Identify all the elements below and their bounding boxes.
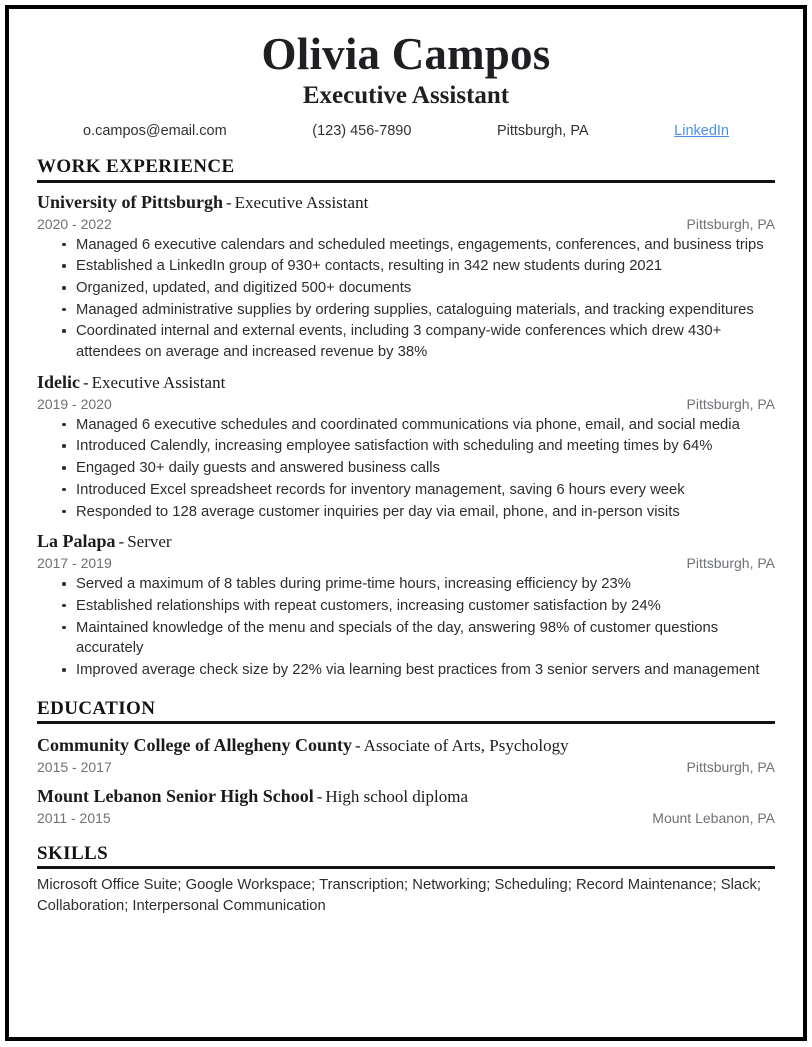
- resume-sheet: [9, 9, 803, 1037]
- list-item: Managed 6 executive calendars and scheduled meetings, engagements, conferences, and business trips: [37, 235, 775, 256]
- education-entry: [37, 786, 775, 826]
- education-organization: Community College of Allegheny County: [37, 734, 352, 755]
- work-location: Pittsburgh, PA: [686, 215, 775, 232]
- work-bullet-list: [37, 235, 775, 363]
- resume-header: [37, 31, 775, 139]
- list-item: Introduced Excel spreadsheet records for inventory management, saving 6 hours every week: [37, 480, 775, 501]
- separator-dash: -: [118, 532, 125, 552]
- contact-email[interactable]: o.campos@email.com: [83, 123, 227, 140]
- list-item: Introduced Calendly, increasing employee satisfaction with scheduling and meeting times by 64%: [37, 436, 775, 457]
- contact-phone[interactable]: (123) 456-7890: [312, 123, 412, 140]
- education-location: Mount Lebanon, PA: [652, 809, 775, 826]
- work-role: Server: [127, 532, 172, 552]
- section-rule-skills: [37, 866, 775, 869]
- education-organization: Mount Lebanon Senior High School: [37, 785, 314, 806]
- resume-page: [5, 5, 807, 1041]
- education-dates: 2011 - 2015: [37, 809, 111, 826]
- work-entry-headline: [37, 372, 775, 394]
- separator-dash: -: [355, 735, 361, 755]
- list-item: Improved average check size by 22% via learning best practices from 3 senior servers and management: [37, 660, 775, 681]
- education-location: Pittsburgh, PA: [686, 758, 775, 775]
- contact-row: [83, 123, 729, 139]
- section-skills: [37, 843, 775, 917]
- separator-dash: -: [316, 786, 323, 806]
- education-entry-meta: [37, 810, 775, 826]
- list-item: Coordinated internal and external events, including 3 company-wide conferences which drew 430+ attendees on average and increased revenue by 38%: [37, 321, 775, 362]
- work-entry-headline: [37, 531, 775, 553]
- page-title: Olivia Campos: [261, 29, 551, 79]
- list-item: Established a LinkedIn group of 930+ contacts, resulting in 342 new students during 2021: [37, 256, 775, 277]
- professional-title: Executive Assistant: [302, 81, 510, 109]
- work-entry-meta: [37, 216, 775, 232]
- work-role: Executive Assistant: [234, 192, 369, 212]
- work-bullet-list: [37, 574, 775, 681]
- education-entry-headline: [37, 786, 775, 808]
- separator-dash: -: [226, 192, 232, 212]
- list-item: Engaged 30+ daily guests and answered business calls: [37, 458, 775, 479]
- linkedin-link[interactable]: LinkedIn: [674, 123, 729, 140]
- work-dates: 2020 - 2022: [37, 215, 112, 232]
- section-education: [37, 698, 775, 826]
- list-item: Served a maximum of 8 tables during prime-time hours, increasing efficiency by 23%: [37, 574, 775, 595]
- work-organization: Idelic: [37, 371, 80, 392]
- work-entry: [37, 192, 775, 363]
- education-entry-headline: [37, 735, 775, 757]
- work-entry-meta: [37, 555, 775, 571]
- work-entry: [37, 372, 775, 522]
- education-dates: 2015 - 2017: [37, 758, 112, 775]
- work-entry-headline: [37, 192, 775, 214]
- work-entry-meta: [37, 396, 775, 412]
- list-item: Managed administrative supplies by ordering supplies, cataloguing materials, and tracking expenditures: [37, 300, 775, 321]
- work-dates: 2017 - 2019: [37, 555, 112, 572]
- work-organization: University of Pittsburgh: [37, 191, 223, 212]
- education-entry-meta: [37, 759, 775, 775]
- work-role: Executive Assistant: [91, 372, 226, 392]
- section-heading-education: EDUCATION: [37, 697, 156, 719]
- separator-dash: -: [83, 372, 89, 392]
- section-rule-work: [37, 180, 775, 183]
- work-organization: La Palapa: [37, 531, 116, 552]
- section-work-experience: [37, 156, 775, 680]
- list-item: Responded to 128 average customer inquiries per day via email, phone, and in-person visits: [37, 502, 775, 523]
- work-location: Pittsburgh, PA: [686, 555, 775, 572]
- education-entry: [37, 735, 775, 775]
- list-item: Maintained knowledge of the menu and specials of the day, answering 98% of customer questions accurately: [37, 618, 775, 659]
- section-rule-education: [37, 721, 775, 724]
- list-item: Managed 6 executive schedules and coordinated communications via phone, email, and social media: [37, 415, 775, 436]
- contact-location: Pittsburgh, PA: [496, 123, 589, 140]
- skills-list: Microsoft Office Suite; Google Workspace; Transcription; Networking; Scheduling; Record Maintenance; Slack; Collaboration; Interpersonal Communication: [37, 877, 762, 915]
- list-item: Organized, updated, and digitized 500+ documents: [37, 278, 775, 299]
- work-dates: 2019 - 2020: [37, 395, 112, 412]
- work-entry: [37, 531, 775, 680]
- section-heading-skills: SKILLS: [37, 842, 109, 864]
- section-heading-work: WORK EXPERIENCE: [37, 156, 235, 178]
- education-degree: Associate of Arts, Psychology: [363, 735, 569, 755]
- work-bullet-list: [37, 415, 775, 523]
- education-degree: High school diploma: [325, 786, 469, 806]
- list-item: Established relationships with repeat customers, increasing customer satisfaction by 24%: [37, 596, 775, 617]
- work-location: Pittsburgh, PA: [686, 395, 775, 412]
